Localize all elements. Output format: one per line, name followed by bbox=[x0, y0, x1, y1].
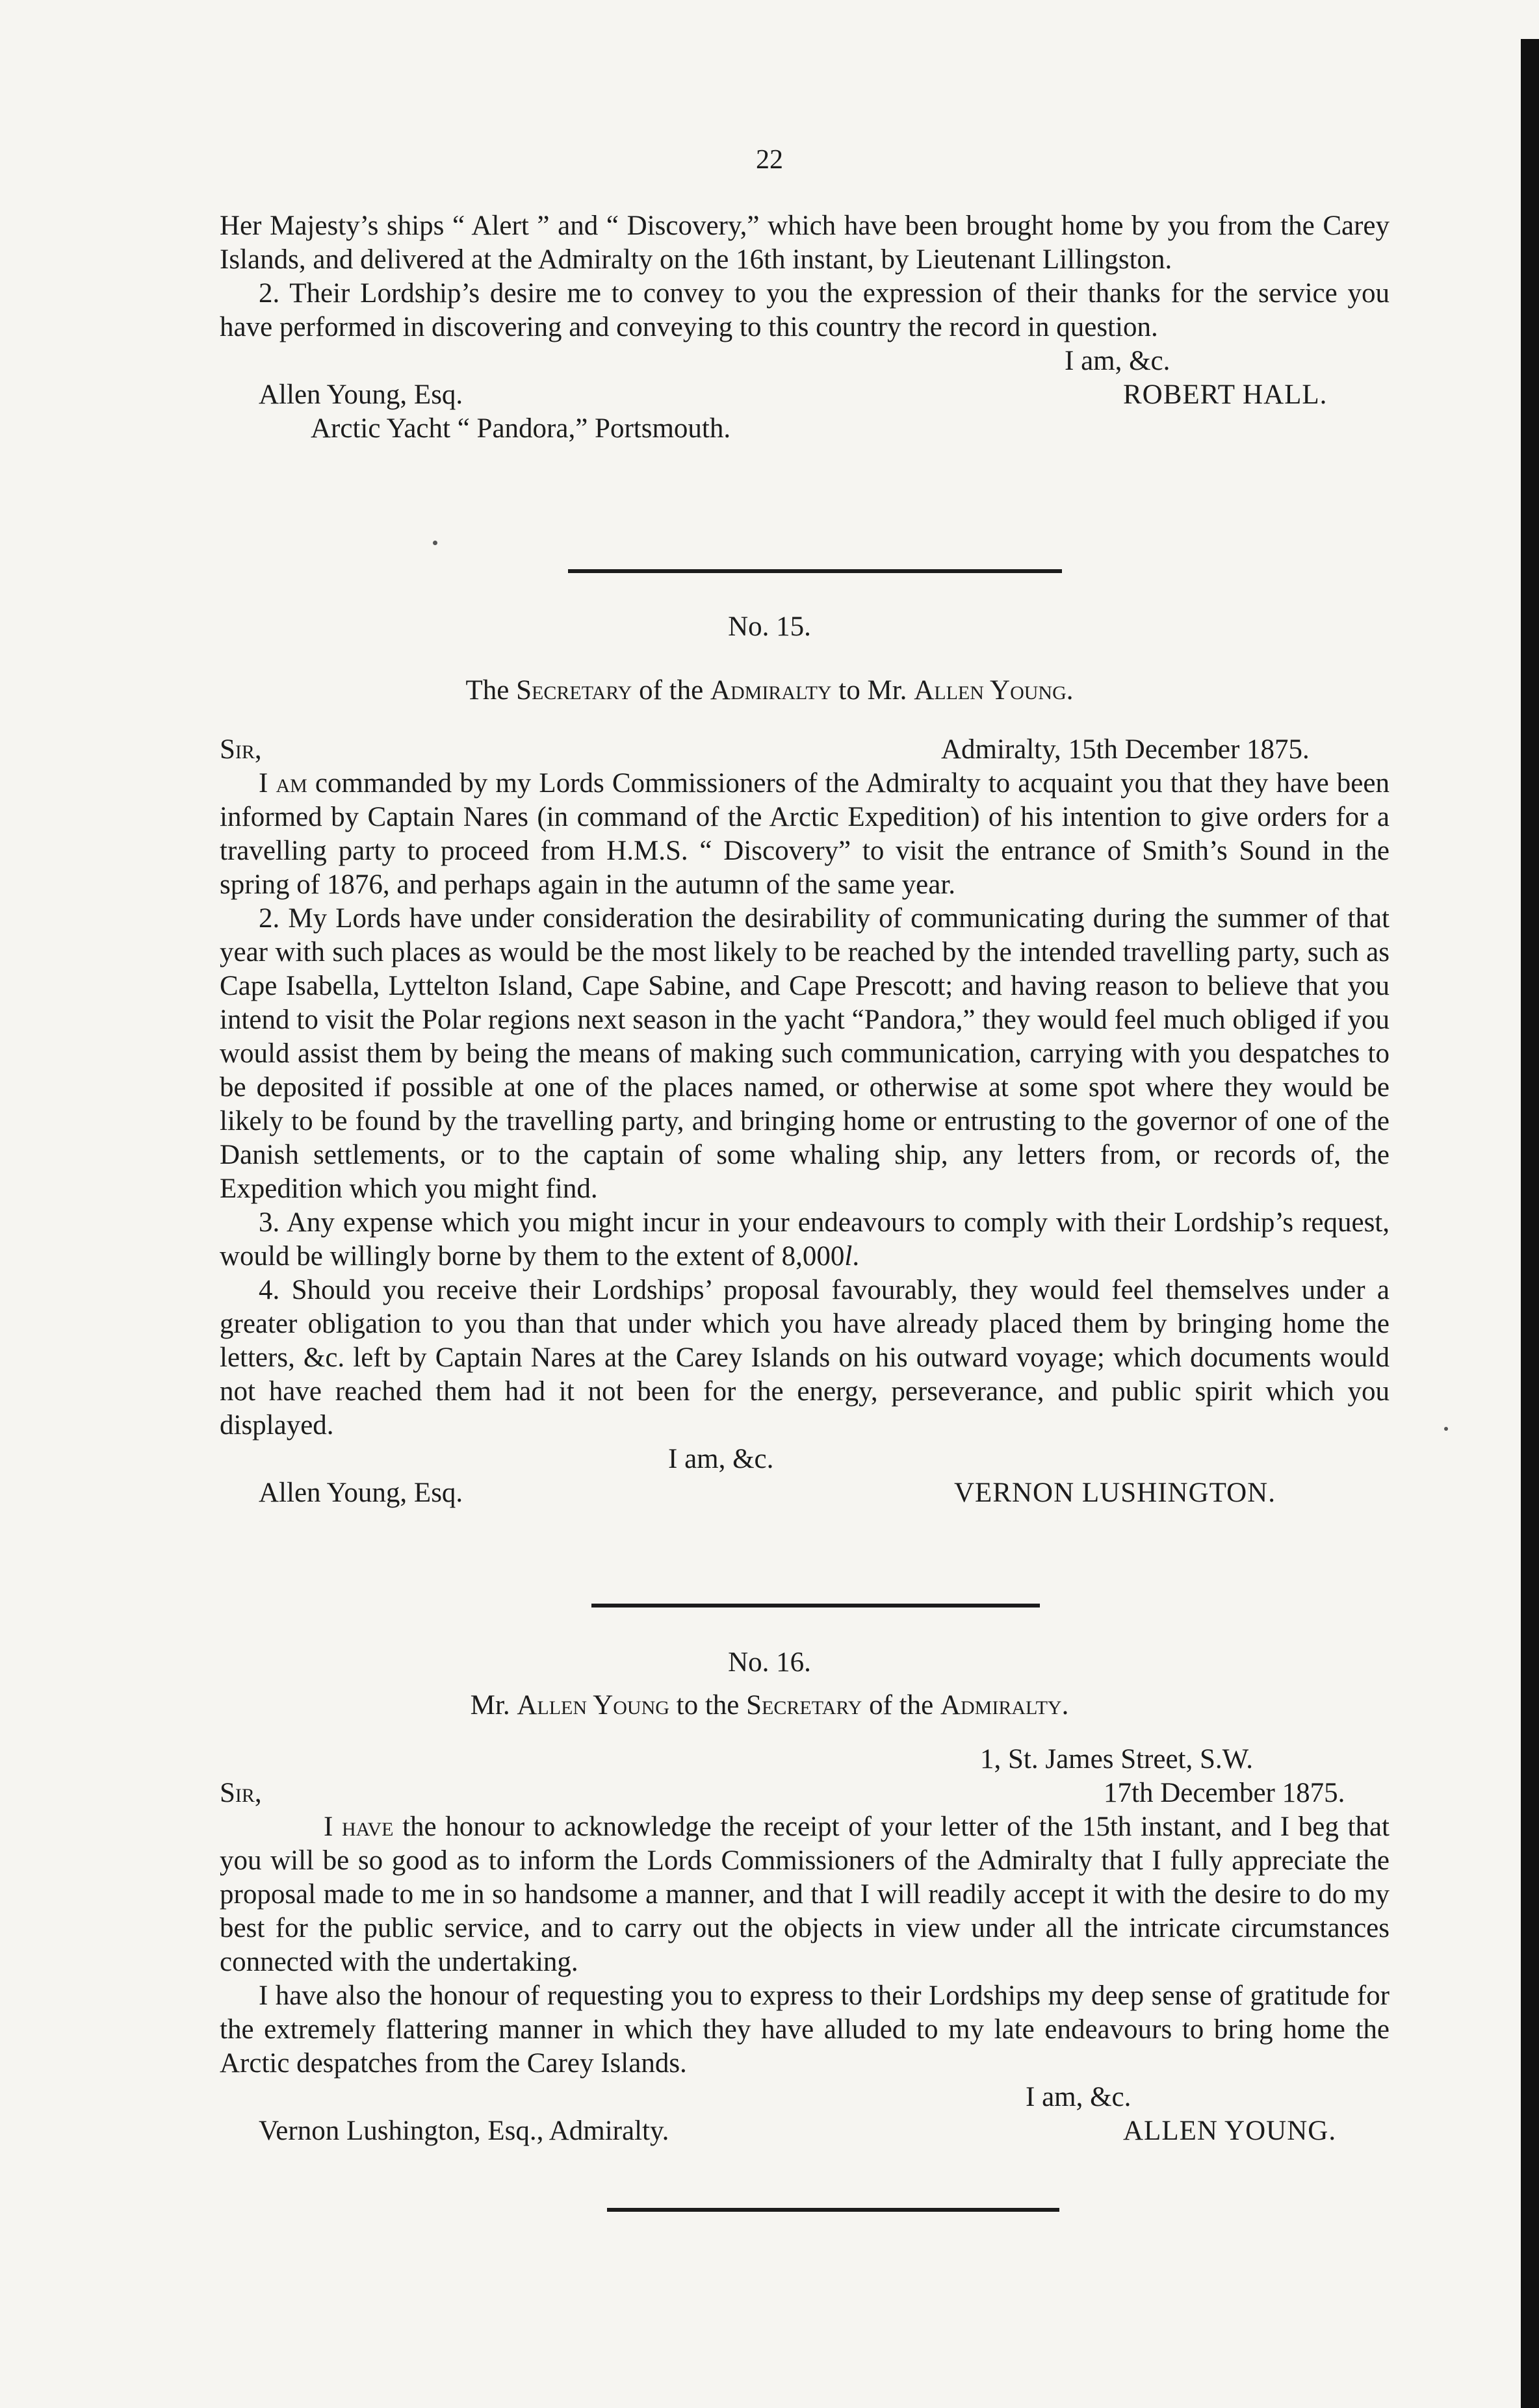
letter-16-date-row bbox=[220, 1776, 1390, 1810]
letter-14-closing-row bbox=[220, 344, 1390, 378]
letter-16-paragraph-1-text: the honour to acknowledge the receipt of your letter of the 15th instant, and I beg that you will be so good as to inform the Lords Commissioners of the Admiralty that I fully appreciate the proposal made to me in so handsome a manner, and that I will readily accept it with the desire to do my best for the public service, and to carry out the objects in view under all the intricate circumstances connected with the undertaking. bbox=[220, 1812, 1390, 1977]
letter-16-heading bbox=[0, 1689, 1539, 1721]
heading-admiralty: Admiralty bbox=[710, 675, 832, 706]
letter-16-closing: I am, &c. bbox=[1026, 2082, 1132, 2112]
letter-16-addressee: Vernon Lushington, Esq., Admiralty. bbox=[259, 2116, 669, 2146]
ink-speck bbox=[433, 541, 437, 545]
letter-15-dateline: Admiralty, 15th December 1875. bbox=[941, 734, 1310, 765]
letter-15-paragraph-3: 3. Any expense which you might incur in your endeavours to comply with their Lordship’s request, would be willingly borne by them to the extent of 8,000l. bbox=[220, 1207, 1390, 1272]
letter-15-paragraph-1 bbox=[220, 767, 1390, 902]
letter-14-closing: I am, &c. bbox=[1065, 346, 1170, 376]
letter-16-number: No. 16. bbox=[728, 1647, 811, 1678]
letter-15-closing: I am, &c. bbox=[668, 1444, 774, 1474]
letter-14-addressee: Allen Young, Esq. bbox=[259, 379, 463, 410]
letter-15-paragraph-4: 4. Should you receive their Lordships’ proposal favourably, they would feel themselves under a greater obligation to you than that under which you have already placed them by bringing home the letters, &c. left by Captain Nares at the Carey Islands on his outward voyage; which documents would not have reached them had it not been for the energy, perseverance, and public spirit which you displayed. bbox=[220, 1275, 1390, 1441]
letter-15-paragraph-1-text: commanded by my Lords Commissioners of the Admiralty to acquaint you that they have been informed by Captain Nares (in command of the Arctic Expedition) of his intention to give orders for a travelling party to proceed from H.M.S. “ Discovery” to visit the entrance of Smith’s Sound in the spring of 1876, and perhaps again in the autumn of the same year. bbox=[220, 768, 1390, 900]
letter-16-closing-row bbox=[220, 2081, 1390, 2114]
letter-14-body bbox=[220, 209, 1390, 446]
letter-14-paragraph-1: Her Majesty’s ships “ Alert ” and “ Discovery,” which have been brought home by you from the Carey Islands, and delivered at the Admiralty on the 16th instant, by Lieutenant Lillingston. bbox=[220, 211, 1390, 275]
heading-text: . bbox=[1066, 675, 1074, 706]
letter-16-date: 17th December 1875. bbox=[1104, 1778, 1345, 1808]
heading-text: . bbox=[1061, 1690, 1069, 1721]
letter-15-number: No. 15. bbox=[728, 611, 811, 642]
letter-14-paragraph-2: 2. Their Lordship’s desire me to convey to you the expression of their thanks for the service you have performed in discovering and conveying to this country the record in question. bbox=[220, 278, 1390, 342]
letter-15-signature-row bbox=[220, 1476, 1390, 1510]
section-divider-3 bbox=[607, 2208, 1059, 2212]
heading-allen-young: Allen Young bbox=[517, 1690, 669, 1721]
heading-allen-young: Allen Young bbox=[914, 675, 1067, 706]
letter-16-body bbox=[220, 1743, 1390, 2148]
currency-symbol: l bbox=[844, 1241, 853, 1272]
letter-15-body bbox=[220, 733, 1390, 1510]
letter-16-address: 1, St. James Street, S.W. bbox=[980, 1744, 1254, 1774]
letter-16-salutation: Sir, bbox=[220, 1778, 262, 1808]
scan-edge-shadow bbox=[1521, 39, 1539, 2408]
letter-16-signature-row bbox=[220, 2114, 1390, 2148]
letter-15-heading bbox=[0, 674, 1539, 706]
heading-text: to the bbox=[669, 1690, 747, 1721]
letter-16-signature: ALLEN YOUNG. bbox=[1123, 2116, 1337, 2146]
heading-text: Mr. bbox=[470, 1690, 517, 1721]
letter-15-paragraph-3-text: 3. Any expense which you might incur in your endeavours to comply with their Lordship’s request, would be willingly borne by them to the extent of 8,000 bbox=[220, 1207, 1390, 1272]
heading-admiralty: Admiralty bbox=[940, 1690, 1062, 1721]
letter-14-signature: ROBERT HALL. bbox=[1123, 379, 1328, 410]
ink-speck bbox=[1444, 1427, 1448, 1431]
page-number: 22 bbox=[756, 145, 783, 175]
letter-14-address: Arctic Yacht “ Pandora,” Portsmouth. bbox=[311, 413, 731, 444]
letter-15-salutation: Sir, bbox=[220, 734, 262, 765]
heading-secretary: Secretary bbox=[746, 1690, 862, 1721]
letter-15-opening-word: I am bbox=[259, 768, 307, 799]
letter-16-opening-word: I have bbox=[324, 1812, 394, 1842]
letter-14-signature-row bbox=[220, 378, 1390, 412]
section-divider-2 bbox=[591, 1604, 1040, 1607]
letter-16-paragraph-1 bbox=[220, 1810, 1390, 1979]
heading-text: of the bbox=[632, 675, 710, 706]
section-divider-1 bbox=[568, 569, 1062, 573]
letter-15-signature: VERNON LUSHINGTON. bbox=[954, 1478, 1276, 1508]
letter-15-closing-row bbox=[220, 1442, 1390, 1476]
heading-text: to Mr. bbox=[831, 675, 914, 706]
letter-15-dateline-row bbox=[220, 733, 1390, 767]
letter-14-address-row bbox=[220, 412, 1390, 446]
heading-text: The bbox=[465, 675, 517, 706]
heading-secretary: Secretary bbox=[516, 675, 632, 706]
heading-text: of the bbox=[862, 1690, 940, 1721]
letter-15-paragraph-2: 2. My Lords have under consideration the desirability of communicating during the summer of that year with such places as would be the most likely to be reached by the intended travelling party, such as Cape Isabella, Lyttelton Island, Cape Sabine, and Cape Prescott; and having reason to believe that you intend to visit the Polar regions next season in the yacht “Pandora,” they would feel much obliged if you would assist them by being the means of making such communication, carrying with you despatches to be deposited if possible at one of the places named, or otherwise at some spot where they would be likely to be found by the travelling party, and bringing home or entrusting to the governor of one of the Danish settlements, or to the captain of some whaling ship, any letters from, or records of, the Expedition which you might find. bbox=[220, 903, 1390, 1204]
letter-16-address-row bbox=[220, 1743, 1390, 1776]
letter-15-addressee: Allen Young, Esq. bbox=[259, 1478, 463, 1508]
letter-16-paragraph-2: I have also the honour of requesting you to express to their Lordships my deep sense of gratitude for the extremely flattering manner in which they have alluded to my late endeavours to bring home the Arctic despatches from the Carey Islands. bbox=[220, 1980, 1390, 2079]
